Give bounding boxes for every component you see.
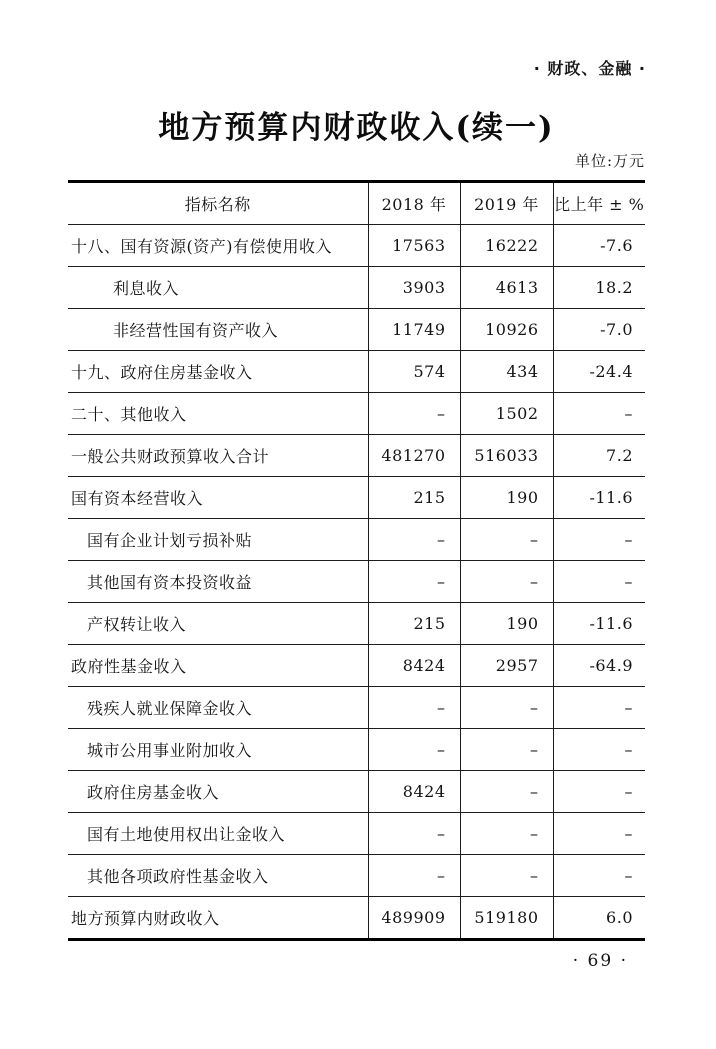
row-indicator: 地方预算内财政收入 [68,897,368,940]
table-row [68,267,645,309]
row-2018-value: – [368,519,460,561]
row-2019-value: 10926 [460,309,553,351]
row-2018-value: 17563 [368,225,460,267]
row-2018-value: 481270 [368,435,460,477]
row-2019-value: 190 [460,477,553,519]
row-2019-value: 519180 [460,897,553,940]
row-change-value: – [553,813,645,855]
row-indicator: 政府住房基金收入 [68,771,368,813]
table-row [68,309,645,351]
row-2018-value: – [368,393,460,435]
table-row [68,351,645,393]
row-indicator: 非经营性国有资产收入 [68,309,368,351]
table-row [68,771,645,813]
row-2018-value: – [368,813,460,855]
table-header [68,182,645,225]
row-change-value: – [553,393,645,435]
row-change-value: 7.2 [553,435,645,477]
row-2019-value: 190 [460,603,553,645]
row-indicator: 政府性基金收入 [68,645,368,687]
row-2018-value: 8424 [368,645,460,687]
column-header-2019: 2019 年 [460,182,553,225]
row-indicator: 产权转让收入 [68,603,368,645]
table-row [68,519,645,561]
row-2018-value: – [368,561,460,603]
table-header-row [68,182,645,225]
table-row [68,687,645,729]
row-indicator: 城市公用事业附加收入 [68,729,368,771]
row-indicator: 利息收入 [68,267,368,309]
row-indicator: 国有企业计划亏损补贴 [68,519,368,561]
row-indicator: 十九、政府住房基金收入 [68,351,368,393]
row-indicator: 二十、其他收入 [68,393,368,435]
row-indicator: 国有土地使用权出让金收入 [68,813,368,855]
row-2018-value: 11749 [368,309,460,351]
row-indicator: 残疾人就业保障金收入 [68,687,368,729]
table-row [68,561,645,603]
row-2019-value: – [460,771,553,813]
row-2018-value: 215 [368,603,460,645]
table-row [68,729,645,771]
table-row [68,393,645,435]
table-row [68,435,645,477]
row-change-value: -64.9 [553,645,645,687]
fiscal-revenue-table [68,180,645,941]
row-2018-value: 215 [368,477,460,519]
table-row [68,897,645,940]
row-2019-value: 2957 [460,645,553,687]
row-change-value: -7.6 [553,225,645,267]
column-header-change: 比上年 ± % [553,182,645,225]
row-2019-value: 16222 [460,225,553,267]
row-2019-value: – [460,729,553,771]
row-2019-value: 1502 [460,393,553,435]
row-2019-value: 4613 [460,267,553,309]
row-change-value: -7.0 [553,309,645,351]
row-2019-value: – [460,687,553,729]
unit-note: 单位:万元 [574,152,645,170]
row-change-value: – [553,729,645,771]
table-row [68,603,645,645]
page-title: 地方预算内财政收入(续一) [158,110,555,146]
row-2019-value: – [460,855,553,897]
row-2019-value: – [460,519,553,561]
table-row [68,813,645,855]
row-2019-value: – [460,561,553,603]
row-2018-value: 574 [368,351,460,393]
row-2019-value: 434 [460,351,553,393]
row-2018-value: – [368,687,460,729]
row-indicator: 一般公共财政预算收入合计 [68,435,368,477]
row-change-value: – [553,855,645,897]
row-indicator: 其他各项政府性基金收入 [68,855,368,897]
row-2018-value: – [368,855,460,897]
row-change-value: 6.0 [553,897,645,940]
row-change-value: -11.6 [553,603,645,645]
table-row [68,855,645,897]
section-header: · 财政、金融 · [533,59,646,78]
column-header-indicator: 指标名称 [68,182,368,225]
column-header-2018: 2018 年 [368,182,460,225]
row-change-value: – [553,561,645,603]
row-indicator: 国有资本经营收入 [68,477,368,519]
row-indicator: 其他国有资本投资收益 [68,561,368,603]
row-2018-value: 489909 [368,897,460,940]
page-number: · 69 · [572,951,628,971]
row-2018-value: 8424 [368,771,460,813]
table-row [68,645,645,687]
row-change-value: – [553,519,645,561]
row-change-value: – [553,771,645,813]
row-2018-value: – [368,729,460,771]
row-2019-value: – [460,813,553,855]
row-change-value: 18.2 [553,267,645,309]
row-2018-value: 3903 [368,267,460,309]
row-2019-value: 516033 [460,435,553,477]
table-row [68,225,645,267]
row-change-value: -11.6 [553,477,645,519]
row-change-value: – [553,687,645,729]
row-indicator: 十八、国有资源(资产)有偿使用收入 [71,237,332,256]
table-body [68,225,645,940]
table-row [68,477,645,519]
row-change-value: -24.4 [553,351,645,393]
